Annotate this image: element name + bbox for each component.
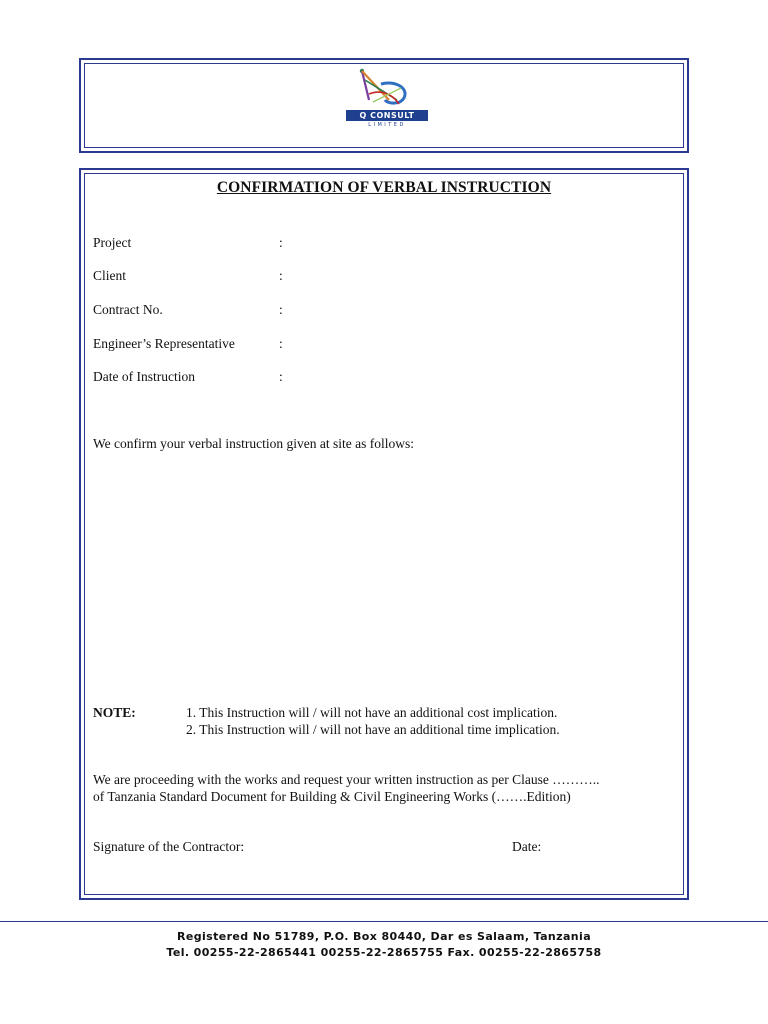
confirm-statement: We confirm your verbal instruction given at site as follows:	[93, 436, 414, 451]
footer-divider	[0, 921, 768, 922]
field-label-project: Project	[93, 235, 132, 250]
logo-company-subtitle: LIMITED	[368, 122, 406, 128]
header-box	[79, 58, 689, 153]
company-logo	[343, 66, 427, 132]
field-label-date-of-instruction: Date of Instruction	[93, 369, 195, 384]
proceeding-statement-line-2: of Tanzania Standard Document for Building & Civil Engineering Works (…….Edition)	[93, 789, 571, 804]
field-label-engineers-representative: Engineer’s Representative	[93, 336, 235, 351]
footer-contact: Tel. 00255-22-2865441 00255-22-2865755 Fax. 00255-22-2865758	[166, 946, 602, 959]
field-colon-project: :	[279, 235, 283, 250]
field-colon-date-of-instruction: :	[279, 369, 283, 384]
field-colon-contract-no: :	[279, 302, 283, 317]
note-item-cost: 1. This Instruction will / will not have an additional cost implication.	[186, 705, 558, 720]
note-item-time: 2. This Instruction will / will not have an additional time implication.	[186, 722, 560, 737]
signature-label: Signature of the Contractor:	[93, 839, 245, 854]
field-label-client: Client	[93, 268, 126, 283]
field-colon-client: :	[279, 268, 283, 283]
form-title: CONFIRMATION OF VERBAL INSTRUCTION	[216, 179, 552, 196]
footer-address: Registered No 51789, P.O. Box 80440, Dar es Salaam, Tanzania	[176, 930, 592, 943]
field-label-contract-no: Contract No.	[93, 302, 163, 317]
q-consult-logo-mark-icon	[355, 66, 415, 110]
note-label: NOTE:	[93, 705, 136, 720]
signature-date-label: Date:	[512, 839, 542, 854]
logo-company-name: Q CONSULT	[346, 110, 428, 121]
field-colon-engineers-representative: :	[279, 336, 283, 351]
proceeding-statement-line-1: We are proceeding with the works and request your written instruction as per Clause ………..	[93, 772, 600, 787]
